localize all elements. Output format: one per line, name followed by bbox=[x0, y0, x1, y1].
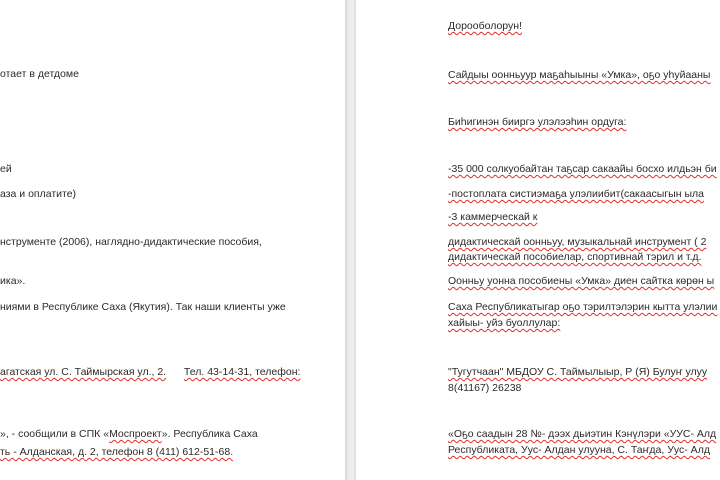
left-document-page bbox=[0, 0, 345, 480]
doc-line bbox=[0, 366, 300, 379]
doc-line: Сайдыы оонньуур маҕаһыыны «Умка», оҕо уһуйааны bbox=[448, 69, 711, 81]
doc-line: "Тугутчаан" МБДОУ С. Таймылыыр, Р (Я) Булуҥ улуу bbox=[448, 366, 708, 378]
doc-line: дидактическай пособиелар, спортивнай тэрил и т.д. bbox=[448, 251, 702, 263]
doc-line: Дорооболорун! bbox=[448, 20, 522, 32]
doc-text-run: агатская ул. С. Таймырская ул., 2. bbox=[0, 366, 167, 378]
doc-line bbox=[0, 428, 258, 441]
doc-line: 8(41167) 26238 bbox=[448, 382, 522, 394]
doc-line: -35 000 солкуобайтан таҕсар сакаайы босхо илдьэн би bbox=[448, 163, 717, 175]
doc-line: -3 каммерческай к bbox=[448, 211, 538, 223]
doc-line: отает в детдоме bbox=[0, 68, 79, 80]
doc-line: «Оҕо саадын 28 №- дээх дьиэтин Кэнүлэри «УУС- Алд bbox=[448, 428, 717, 440]
doc-text-run: Моспроект bbox=[109, 428, 162, 440]
right-document-page bbox=[356, 0, 720, 480]
doc-line: Биһигинэн бииргэ улэлээhин ордуга: bbox=[448, 116, 627, 128]
doc-line: Оонньу уонна пособиены «Умка» диен сайтка көрөн ы bbox=[448, 275, 715, 287]
page-gutter bbox=[345, 0, 356, 480]
doc-line: ей bbox=[0, 163, 12, 175]
doc-text-run: ». Республика Саха bbox=[161, 428, 258, 440]
doc-text-run: », - сообщили в СПК « bbox=[0, 428, 110, 440]
doc-line: -постоплата систиэмаҕа улэлиибит(сакаасыгын ыла bbox=[448, 188, 704, 200]
doc-line: нструменте (2006), наглядно-дидактические пособия, bbox=[0, 236, 262, 248]
doc-line: ть - Алданская, д. 2, телефон 8 (411) 612-51-68. bbox=[0, 446, 234, 458]
doc-line: ниями в Республике Саха (Якутия). Так наши клиенты уже bbox=[0, 301, 286, 313]
doc-text-run: Тел. 43-14-31, телефон: bbox=[183, 366, 301, 378]
doc-line: аза и оплатите) bbox=[0, 188, 77, 200]
doc-line: ика». bbox=[0, 275, 26, 287]
doc-line: хайыы- уйэ буоллулар: bbox=[448, 317, 561, 329]
doc-line: Саха Республикатыгар оҕо тэрилтэлэрин кытта улэлии bbox=[448, 301, 718, 313]
doc-line: дидактическай оонньуу, музыкальнай инструмент ( 2 bbox=[448, 236, 707, 248]
doc-line: Республиката, Уус- Алдан улууна, С. Таҥда, Уус- Алд bbox=[448, 444, 710, 456]
